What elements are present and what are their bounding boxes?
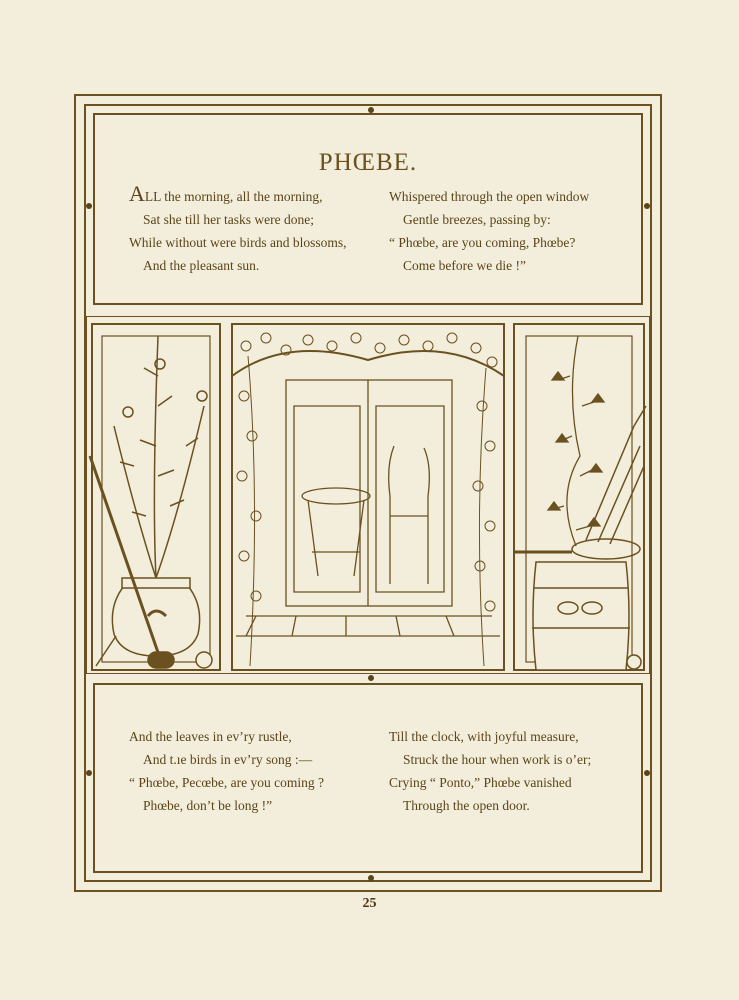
- verse-line: And t.ıe birds in ev’ry song :—: [143, 752, 313, 767]
- verse-line: Come before we die !”: [403, 258, 526, 273]
- page-number: 25: [362, 896, 377, 911]
- verse-top-right: [389, 185, 589, 277]
- tennis-racket-icon: [514, 406, 646, 559]
- barrel-icon: [532, 562, 641, 670]
- verse-line: Sat she till her tasks were done;: [143, 212, 314, 227]
- ornament-dot: [644, 203, 650, 209]
- verse-bottom-right: [389, 725, 591, 817]
- verse-line: Gentle breezes, passing by:: [403, 212, 551, 227]
- ornament-dot: [368, 675, 374, 681]
- verse-line: Struck the hour when work is o’er;: [403, 752, 592, 767]
- doorway-icon: [232, 351, 504, 636]
- verse-top-left: [129, 181, 347, 277]
- verse-line: And the leaves in ev’ry rustle,: [129, 729, 292, 744]
- verse-line: “ Phœbe, are you coming, Phœbe?: [389, 235, 576, 250]
- verse-line: Phœbe, don’t be long !”: [143, 798, 273, 813]
- verse-line: Through the open door.: [403, 798, 530, 813]
- illustration: [86, 316, 650, 674]
- ornament-dot: [644, 770, 650, 776]
- potted-plant-icon: [90, 336, 212, 668]
- ornament-dot: [86, 770, 92, 776]
- poem-title: PHŒBE.: [318, 149, 418, 176]
- verse-line: Crying “ Ponto,” Phœbe vanished: [389, 775, 572, 790]
- verse-bottom-left: [129, 725, 324, 817]
- bottom-verse-panel: [93, 683, 643, 873]
- drop-cap: A: [129, 181, 145, 206]
- ornament-dot: [86, 203, 92, 209]
- verse-line: “ Phœbe, Pecœbe, are you coming ?: [129, 775, 324, 790]
- top-verse-panel: [93, 113, 643, 305]
- verse-line: Till the clock, with joyful measure,: [389, 729, 579, 744]
- verse-line: Whispered through the open window: [389, 189, 590, 204]
- ornament-dot: [368, 875, 374, 881]
- ivy-icon: [548, 336, 604, 546]
- verse-line: ALL the morning, all the morning,: [129, 181, 323, 206]
- verse-line: While without were birds and blossoms,: [129, 235, 347, 250]
- verse-line: And the pleasant sun.: [143, 258, 260, 273]
